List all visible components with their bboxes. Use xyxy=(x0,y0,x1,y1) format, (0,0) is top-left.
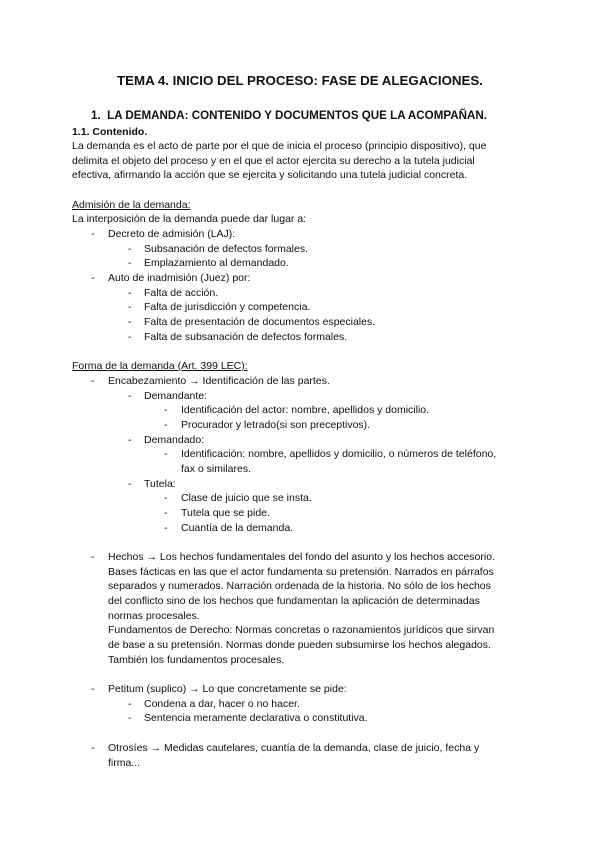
section-title: LA DEMANDA: CONTENIDO Y DOCUMENTOS QUE LA ACOMPAÑAN. xyxy=(107,109,487,122)
bullet-dash: - xyxy=(164,492,168,504)
bullet-dash: - xyxy=(128,243,132,255)
hechos-line: Bases fácticas en las que el actor fundamenta su pretensión. Narrados en párrafos xyxy=(108,566,494,578)
document-title: TEMA 4. INICIO DEL PROCESO: FASE DE ALEGACIONES. xyxy=(117,73,483,88)
auto-subitem: Falta de presentación de documentos especiales. xyxy=(144,316,376,328)
demandado-subitem-line: fax o similares. xyxy=(181,463,252,475)
auto-subitem: Falta de acción. xyxy=(144,287,219,299)
bullet-dash: - xyxy=(91,683,95,695)
tutela-subitem: Cuantía de la demanda. xyxy=(181,522,294,534)
bullet-dash: - xyxy=(128,331,132,343)
bullet-dash: - xyxy=(128,301,132,313)
bullet-dash: - xyxy=(164,507,168,519)
forma-heading: Forma de la demanda (Art. 399 LEC): xyxy=(72,360,248,372)
intro-line: La demanda es el acto de parte por el que de inicia el proceso (principio dispositivo), que xyxy=(72,140,487,152)
tutela-subitem: Clase de juicio que se insta. xyxy=(181,492,312,504)
admision-heading: Admisión de la demanda: xyxy=(72,199,191,211)
bullet-dash: - xyxy=(128,712,132,724)
bullet-dash: - xyxy=(128,257,132,269)
petitum-subitem: Sentencia meramente declarativa o constitutiva. xyxy=(144,712,368,724)
bullet-dash: - xyxy=(128,287,132,299)
decreto-item: Decreto de admisión (LAJ): xyxy=(108,228,236,240)
auto-item: Auto de inadmisión (Juez) por: xyxy=(108,272,251,284)
demandante-item: Demandante: xyxy=(144,390,208,402)
section-number: 1. xyxy=(91,109,101,122)
subsection-heading: 1.1. Contenido. xyxy=(72,126,148,138)
bullet-dash: - xyxy=(128,434,132,446)
auto-subitem: Falta de subsanación de defectos formales. xyxy=(144,331,348,343)
section-heading xyxy=(91,108,487,124)
intro-line: delimita el objeto del proceso y en el que el actor ejercita su derecho a la tutela judicial xyxy=(72,154,475,167)
fundamentos-line: También los fundamentos procesales. xyxy=(108,654,285,666)
bullet-dash: - xyxy=(91,742,95,754)
bullet-dash: - xyxy=(128,698,132,710)
bullet-dash: - xyxy=(164,522,168,534)
petitum-item: Petitum (suplico) → Lo que concretamente se pide: xyxy=(108,683,347,695)
bullet-dash: - xyxy=(164,448,168,460)
hechos-line: separados y numerados. Narración ordenada de la historia. No sólo de los hechos xyxy=(108,580,491,592)
demandado-item: Demandado: xyxy=(144,434,205,446)
tutela-item: Tutela: xyxy=(144,478,176,490)
demandado-subitem-line: Identificación: nombre, apellidos y domicilio, o números de teléfono, xyxy=(181,448,497,460)
hechos-line: del conflicto sino de los hechos que fundamentan la aplicación de determinadas xyxy=(108,595,480,607)
admision-lead: La interposición de la demanda puede dar lugar a: xyxy=(72,213,307,225)
demandante-subitem: Procurador y letrado(si son preceptivos). xyxy=(181,419,371,431)
intro-line: efectiva, afirmando la acción que se ejercita y solicitando una tutela judicial concreta. xyxy=(72,169,468,182)
fundamentos-line: de base a su pretensión. Normas donde pueden subsumirse los hechos alegados. xyxy=(108,639,491,651)
bullet-dash: - xyxy=(128,478,132,490)
bullet-dash: - xyxy=(128,390,132,402)
demandante-subitem: Identificación del actor: nombre, apellidos y domicilio. xyxy=(181,404,430,416)
petitum-subitem: Condena a dar, hacer o no hacer. xyxy=(144,698,300,710)
hechos-line: Hechos → Los hechos fundamentales del fondo del asunto y los hechos accesorio. xyxy=(108,551,495,563)
decreto-subitem: Subsanación de defectos formales. xyxy=(144,243,309,255)
decreto-subitem: Emplazamiento al demandado. xyxy=(144,257,289,269)
fundamentos-line: Fundamentos de Derecho: Normas concretas o razonamientos jurídicos que sirvan xyxy=(108,624,495,636)
intro-paragraph xyxy=(72,139,532,183)
bullet-dash: - xyxy=(91,551,95,563)
bullet-dash: - xyxy=(164,419,168,431)
otrosies-line: Otrosíes → Medidas cautelares, cuantía de la demanda, clase de juicio, fecha y xyxy=(108,742,480,754)
hechos-line: normas procesales. xyxy=(108,610,200,622)
bullet-dash: - xyxy=(164,404,168,416)
otrosies-line: firma... xyxy=(108,757,141,769)
bullet-dash: - xyxy=(91,228,95,240)
auto-subitem: Falta de jurisdicción y competencia. xyxy=(144,301,311,313)
encabezamiento-item: Encabezamiento → Identificación de las partes. xyxy=(108,375,330,387)
bullet-dash: - xyxy=(91,375,95,387)
tutela-subitem: Tutela que se pide. xyxy=(181,507,270,519)
bullet-dash: - xyxy=(128,316,132,328)
bullet-dash: - xyxy=(91,272,95,284)
